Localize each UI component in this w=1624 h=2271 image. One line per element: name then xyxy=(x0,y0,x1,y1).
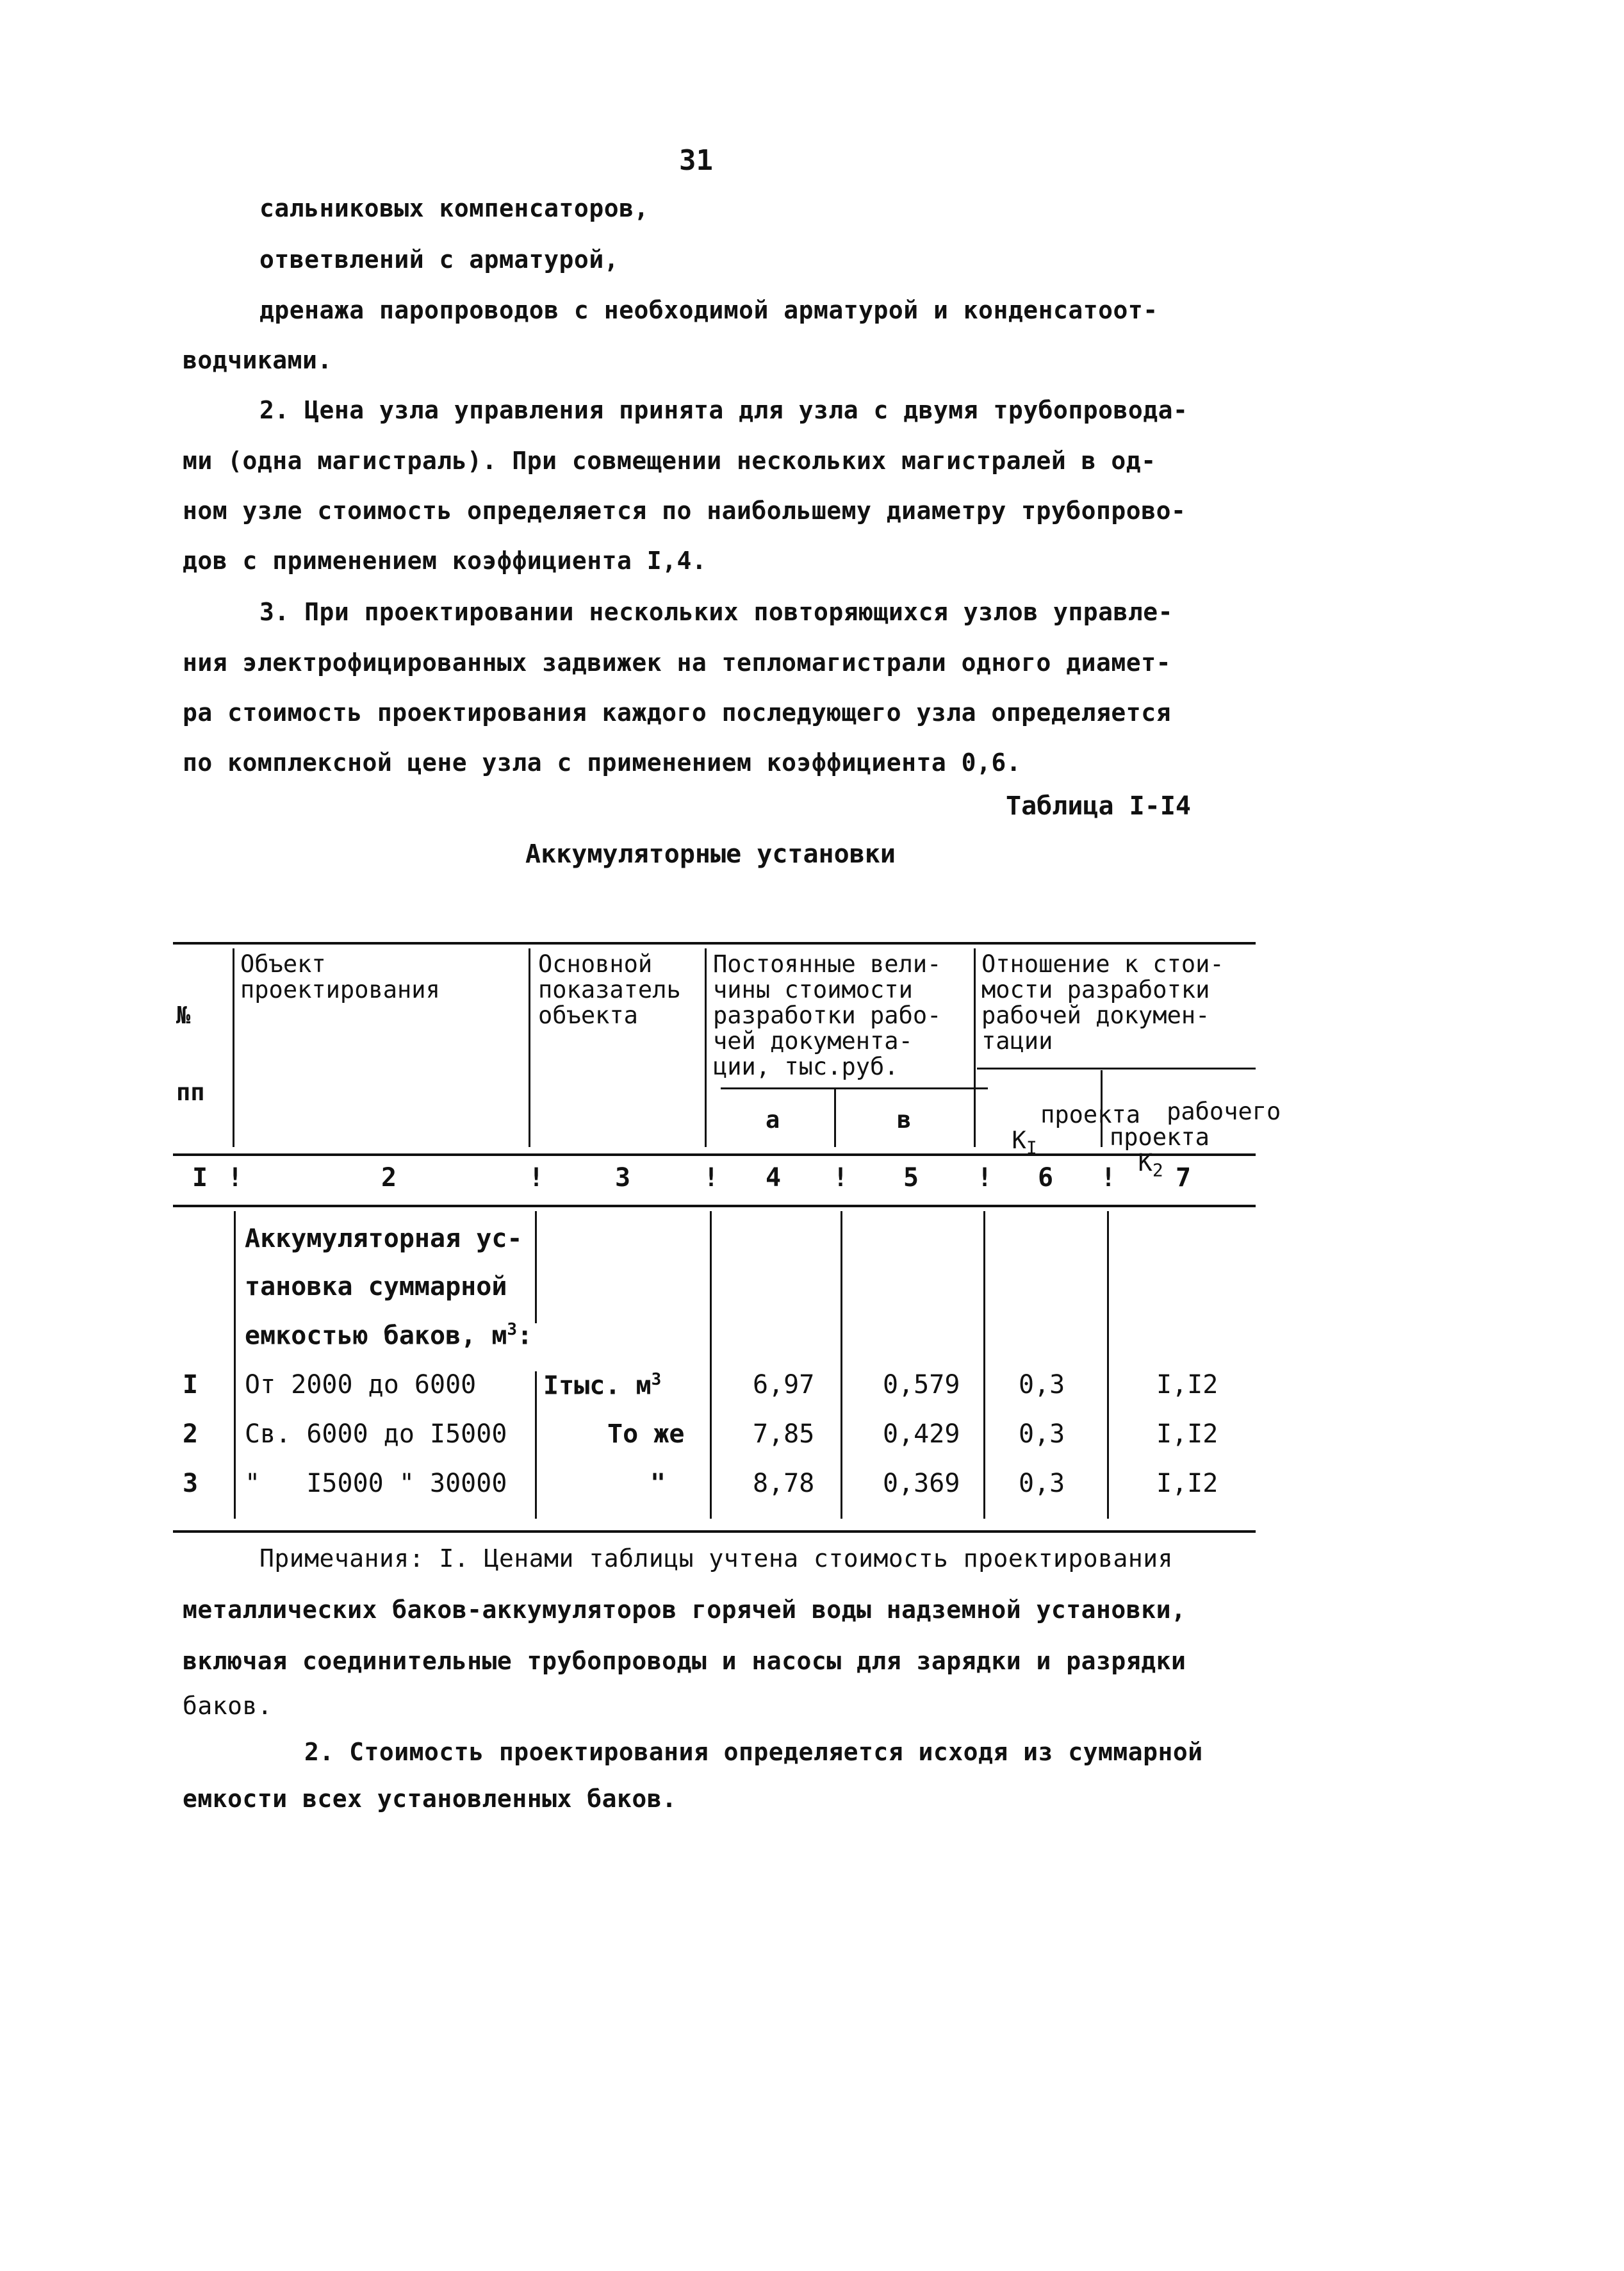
header-number-symbol: № xyxy=(176,1002,191,1029)
row-a: 6,97 xyxy=(753,1370,815,1400)
number-row-rule xyxy=(173,1205,1256,1207)
row-k2: I,I2 xyxy=(1156,1370,1218,1400)
header-number xyxy=(176,952,233,1157)
col-rule xyxy=(983,1211,985,1519)
header-constants: Постоянные вели- чины стоимости разработки рабо- чей документа- ции, тыс.руб. xyxy=(713,950,942,1080)
row-a: 7,85 xyxy=(753,1419,815,1449)
intro-line: дов с применением коэффициента I,4. xyxy=(183,547,707,575)
row-number: I xyxy=(183,1370,199,1400)
row-k1: 0,3 xyxy=(1019,1370,1065,1400)
data-table xyxy=(173,942,1281,1532)
intro-line: 3. При проектировании нескольких повторяющихся узлов управле- xyxy=(259,598,1174,626)
column-number: 7 xyxy=(1176,1163,1192,1193)
row-k2: I,I2 xyxy=(1156,1419,1218,1449)
number-row-separator: ! xyxy=(1101,1163,1117,1193)
group-label-line: емкостью баков, $м^3$: xyxy=(245,1320,533,1351)
col-rule xyxy=(834,1089,836,1147)
row-indicator xyxy=(543,1370,661,1400)
row-number: 3 xyxy=(183,1469,199,1498)
intro-line: по комплексной цене узла с применением коэффициента 0,6. xyxy=(183,748,1022,777)
row-indicator xyxy=(650,1469,666,1498)
row-object: " I5000 " 30000 xyxy=(245,1469,507,1498)
header-k1-subscript: I xyxy=(1026,1137,1037,1159)
col-rule xyxy=(535,1211,537,1323)
row-indicator xyxy=(607,1419,684,1449)
notes-line: включая соединительные трубопроводы и насосы для зарядки и разрядки xyxy=(183,1647,1186,1675)
row-b: 0,429 xyxy=(883,1419,960,1449)
col-rule xyxy=(974,948,976,1147)
header-k2-label: рабочего проекта K xyxy=(1110,1098,1281,1177)
notes-line: 2. Стоимость проектирования определяется исходя из суммарной xyxy=(304,1738,1203,1766)
col-rule xyxy=(841,1211,842,1519)
row-indicator-text: То же xyxy=(607,1419,685,1449)
header-sub-rule xyxy=(977,1068,1256,1069)
number-row-separator: ! xyxy=(227,1163,243,1193)
column-number: I xyxy=(192,1163,208,1193)
column-number: 2 xyxy=(381,1163,397,1193)
intro-line: ния электрофицированных задвижек на тепломагистрали одного диамет- xyxy=(183,648,1171,677)
row-b: 0,579 xyxy=(883,1370,960,1400)
group-label-superscript: 3 xyxy=(507,1320,518,1339)
col-rule xyxy=(234,1211,236,1519)
notes-line: баков. xyxy=(183,1692,273,1720)
column-number: 6 xyxy=(1038,1163,1054,1193)
column-number: 4 xyxy=(766,1163,782,1193)
number-row-separator: ! xyxy=(703,1163,719,1193)
row-a: 8,78 xyxy=(753,1469,815,1498)
header-k2 xyxy=(1110,1073,1281,1209)
row-k1: 0,3 xyxy=(1019,1469,1065,1498)
number-row-separator: ! xyxy=(977,1163,993,1193)
group-label-line: тановка суммарной xyxy=(245,1272,507,1301)
intro-line: ответвлений с арматурой, xyxy=(259,245,619,274)
row-object: Св. 6000 до I5000 xyxy=(245,1419,507,1449)
page-number: 31 xyxy=(679,144,713,177)
header-sub-rule xyxy=(721,1087,988,1089)
row-indicator-text: Iтыс. м xyxy=(543,1371,652,1401)
column-number: 3 xyxy=(615,1163,631,1193)
notes-line: металлических баков-аккумуляторов горячей воды надземной установки, xyxy=(183,1596,1186,1624)
row-indicator-text: " xyxy=(650,1469,666,1498)
row-k2: I,I2 xyxy=(1156,1469,1218,1498)
row-b: 0,369 xyxy=(883,1469,960,1498)
notes-line: Примечания: I. Ценами таблицы учтена стоимость проектирования xyxy=(259,1544,1174,1573)
table-caption: Таблица I-I4 xyxy=(1006,791,1191,821)
header-b: в xyxy=(897,1106,912,1134)
row-k1: 0,3 xyxy=(1019,1419,1065,1449)
group-label-line: Аккумуляторная ус- xyxy=(245,1224,523,1253)
header-object: Объект проектирования xyxy=(240,950,440,1003)
row-number: 2 xyxy=(183,1419,199,1449)
row-indicator-superscript: 3 xyxy=(651,1370,662,1389)
col-rule xyxy=(529,948,530,1147)
intro-line: ми (одна магистраль). При совмещении нескольких магистралей в од- xyxy=(183,447,1156,475)
header-k2-subscript: 2 xyxy=(1152,1159,1163,1181)
number-row-separator: ! xyxy=(529,1163,545,1193)
table-bottom-rule xyxy=(173,1530,1256,1533)
intro-line: дренажа паропроводов с необходимой арматурой и конденсатоот- xyxy=(259,296,1158,324)
col-rule xyxy=(535,1371,537,1519)
table-top-rule xyxy=(173,942,1256,945)
header-a: а xyxy=(766,1106,780,1134)
intro-line: водчиками. xyxy=(183,346,332,374)
intro-line: сальниковых компенсаторов, xyxy=(259,194,649,222)
column-number: 5 xyxy=(903,1163,919,1193)
row-object: От 2000 до 6000 xyxy=(245,1370,477,1400)
notes-line: емкости всех установленных баков. xyxy=(183,1785,677,1813)
header-number-abbr: пп xyxy=(176,1078,205,1106)
col-rule xyxy=(1107,1211,1109,1519)
header-k1-label: проекта K xyxy=(1012,1101,1141,1154)
col-rule xyxy=(705,948,707,1147)
group-label-text: емкостью баков, м xyxy=(245,1321,507,1351)
table-title: Аккумуляторные установки xyxy=(525,839,896,869)
intro-line: 2. Цена узла управления принята для узла с двумя трубопровода- xyxy=(259,396,1188,424)
header-indicator: Основной показатель объекта xyxy=(538,950,681,1029)
intro-line: ном узле стоимость определяется по наибольшему диаметру трубопрово- xyxy=(183,497,1186,525)
header-ratio: Отношение к стои- мости разработки рабочей докумен- тации xyxy=(981,950,1224,1055)
number-row-separator: ! xyxy=(833,1163,849,1193)
col-rule xyxy=(710,1211,712,1519)
intro-line: ра стоимость проектирования каждого последующего узла определяется xyxy=(183,698,1171,727)
